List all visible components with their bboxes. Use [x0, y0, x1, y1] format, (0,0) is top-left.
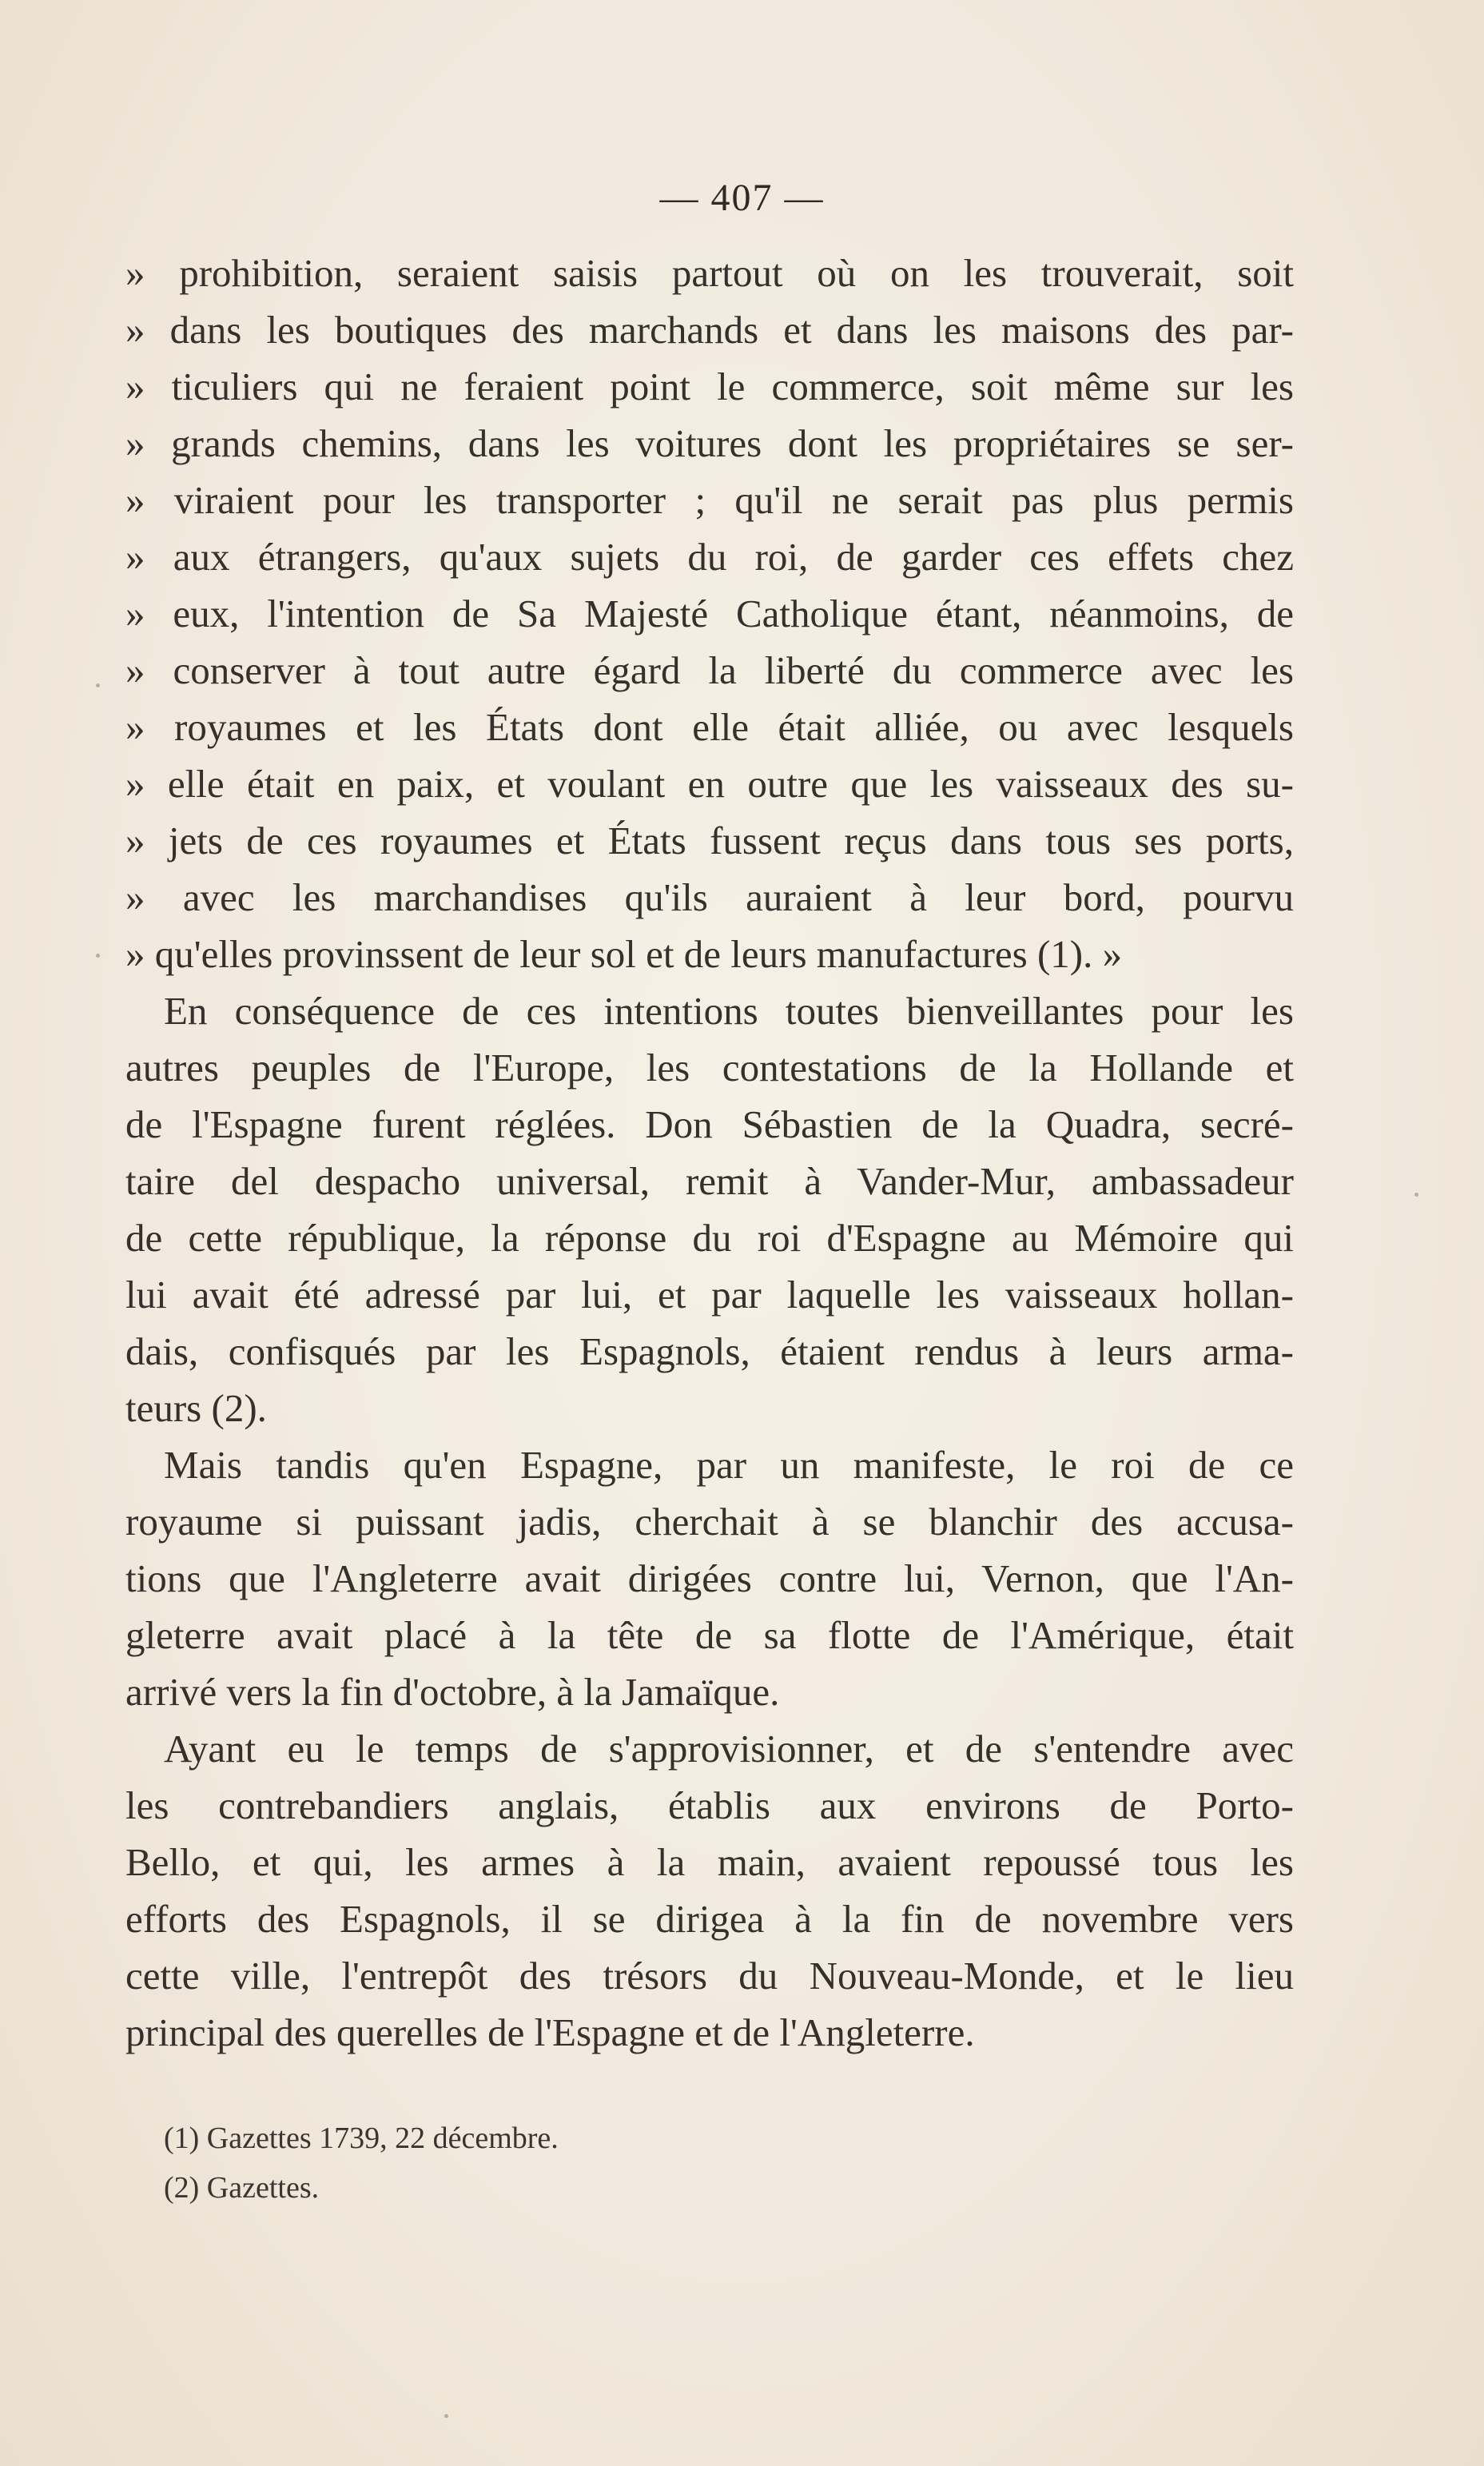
text-line: gleterre avait placé à la tête de sa flotte de l'Amérique, était: [125, 1613, 1294, 1657]
text-line: dais, confisqués par les Espagnols, étaient rendus à leurs arma-: [125, 1329, 1294, 1373]
text-line: » eux, l'intention de Sa Majesté Catholique étant, néanmoins, de: [125, 592, 1294, 635]
paper-speck: [96, 954, 100, 958]
text-line: » avec les marchandises qu'ils auraient à leur bord, pourvu: [125, 875, 1294, 919]
text-line: autres peuples de l'Europe, les contestations de la Hollande et: [125, 1046, 1294, 1090]
footnote: (1) Gazettes 1739, 22 décembre.: [164, 2121, 559, 2155]
text-line: » conserver à tout autre égard la liberté du commerce avec les: [125, 648, 1294, 692]
text-line: arrivé vers la fin d'octobre, à la Jamaïque.: [125, 1670, 780, 1714]
footnote: (2) Gazettes.: [164, 2171, 320, 2205]
text-line: lui avait été adressé par lui, et par laquelle les vaisseaux hollan-: [125, 1273, 1294, 1317]
text-line: » grands chemins, dans les voitures dont les propriétaires se ser-: [125, 421, 1294, 465]
paragraph-start-line: Mais tandis qu'en Espagne, par un manifeste, le roi de ce: [164, 1443, 1294, 1487]
page-number-header: — 407 —: [659, 177, 825, 219]
text-line: » ticuliers qui ne feraient point le commerce, soit même sur les: [125, 365, 1294, 408]
text-line: » elle était en paix, et voulant en outre que les vaisseaux des su-: [125, 762, 1294, 806]
text-line: » royaumes et les États dont elle était alliée, ou avec lesquels: [125, 705, 1294, 749]
text-line: » qu'elles provinssent de leur sol et de leurs manufactures (1). »: [125, 932, 1123, 976]
text-line: efforts des Espagnols, il se dirigea à la fin de novembre vers: [125, 1897, 1294, 1941]
text-line: » dans les boutiques des marchands et dans les maisons des par-: [125, 308, 1294, 352]
text-line: principal des querelles de l'Espagne et de l'Angleterre.: [125, 2010, 975, 2054]
paragraph-start-line: Ayant eu le temps de s'approvisionner, et de s'entendre avec: [164, 1727, 1294, 1771]
text-line: royaume si puissant jadis, cherchait à se blanchir des accusa-: [125, 1500, 1294, 1544]
paper-speck: [444, 2414, 448, 2418]
text-line: taire del despacho universal, remit à Vander-Mur, ambassadeur: [125, 1159, 1294, 1203]
text-line: teurs (2).: [125, 1386, 267, 1430]
text-line: » viraient pour les transporter ; qu'il ne serait pas plus permis: [125, 478, 1294, 522]
footnotes: [164, 2113, 1123, 2213]
text-line: les contrebandiers anglais, établis aux environs de Porto-: [125, 1783, 1294, 1827]
paper-speck: [96, 683, 100, 687]
text-line: » aux étrangers, qu'aux sujets du roi, de garder ces effets chez: [125, 535, 1294, 579]
paragraph-start-line: En conséquence de ces intentions toutes bienveillantes pour les: [164, 989, 1294, 1033]
text-line: tions que l'Angleterre avait dirigées contre lui, Vernon, que l'An-: [125, 1556, 1294, 1600]
text-line: de cette république, la réponse du roi d'Espagne au Mémoire qui: [125, 1216, 1294, 1260]
text-line: de l'Espagne furent réglées. Don Sébastien de la Quadra, secré-: [125, 1102, 1294, 1146]
body-text: [125, 245, 1294, 2061]
paper-speck: [1414, 1193, 1418, 1197]
text-line: » prohibition, seraient saisis partout où on les trouverait, soit: [125, 251, 1294, 295]
text-line: » jets de ces royaumes et États fussent reçus dans tous ses ports,: [125, 819, 1294, 863]
text-line: Bello, et qui, les armes à la main, avaient repoussé tous les: [125, 1840, 1294, 1884]
text-line: cette ville, l'entrepôt des trésors du Nouveau-Monde, et le lieu: [125, 1954, 1294, 1998]
